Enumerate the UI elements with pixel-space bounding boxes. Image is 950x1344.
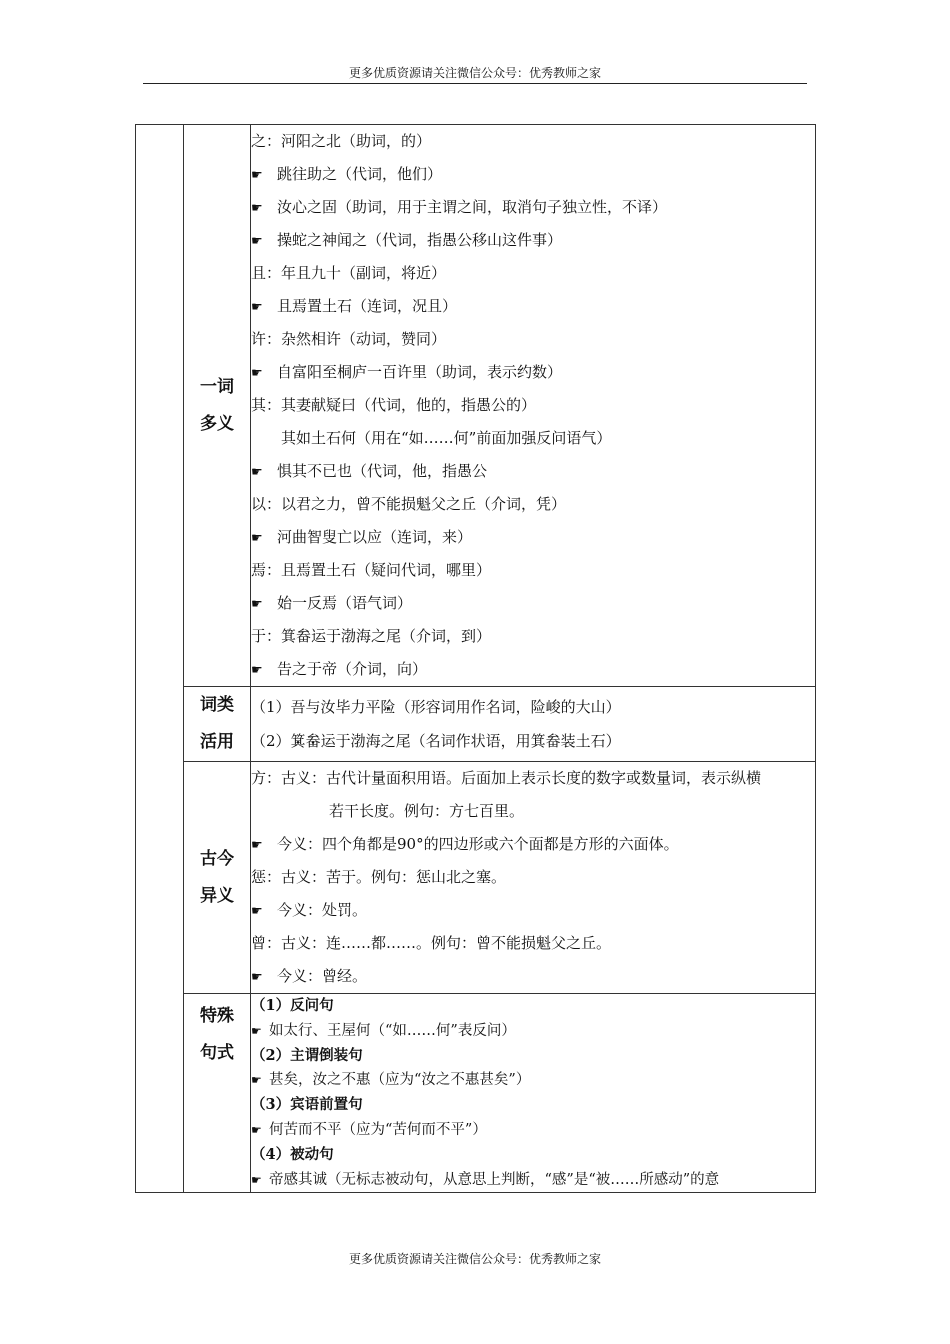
text-line: 告之于帝（介词，向）	[277, 660, 428, 678]
text-line	[251, 724, 815, 758]
text-line: 以：以君之力，曾不能损魁父之丘（介词，凭）	[251, 495, 567, 513]
text-line: （2）主谓倒装句	[251, 1046, 363, 1064]
label-teshu	[184, 994, 251, 1193]
text-line: （3）宾语前置句	[251, 1096, 363, 1114]
text-segment: （2）	[251, 732, 291, 750]
list-item	[251, 828, 815, 861]
text-line	[251, 690, 815, 724]
header-rule	[143, 83, 807, 84]
list-item	[251, 290, 815, 323]
list-item	[251, 894, 815, 927]
pointing-hand-icon: ☛	[251, 663, 263, 678]
label-line: 特殊	[200, 1006, 234, 1026]
text-line: （4）被动句	[251, 1145, 334, 1163]
pointing-hand-icon: ☛	[251, 1073, 262, 1088]
label-line: 异义	[200, 885, 234, 906]
pointing-hand-icon: ☛	[251, 1172, 262, 1187]
emphasized-char: 箕 •	[291, 732, 306, 750]
list-item	[251, 356, 815, 389]
label-line: 词类	[200, 695, 234, 715]
pointing-hand-icon: ☛	[251, 234, 263, 249]
text-line: 若干长度。例句：方七百里。	[329, 802, 525, 820]
emphasized-char: 险 •	[381, 698, 396, 716]
pointing-hand-icon: ☛	[251, 1122, 262, 1137]
text-line: 自富阳至桐庐一百许里（助词，表示约数）	[277, 363, 563, 381]
text-line: 今义：四个角都是90°的四边形或六个面都是方形的六面体。	[277, 835, 679, 853]
text-line: 汝心之固（助词，用于主谓之间，取消句子独立性，不译）	[277, 198, 668, 216]
label-line: 一词	[200, 376, 234, 397]
text-line: 且焉置土石（连词，况且）	[277, 297, 458, 315]
emphasized-char: 畚 •	[306, 732, 321, 750]
text-line: 许：杂然相许（动词，赞同）	[251, 330, 447, 348]
list-item	[251, 587, 815, 620]
pointing-hand-icon: ☛	[251, 1023, 262, 1038]
list-item	[251, 224, 815, 257]
text-line: 其如土石何（用在“如……何”前面加强反问语气）	[281, 429, 612, 447]
text-line: 焉：且焉置土石（疑问代词，哪里）	[251, 561, 492, 579]
text-line: 操蛇之神闻之（代词，指愚公移山这件事）	[277, 231, 563, 249]
text-line: 于：箕畚运于渤海之尾（介词，到）	[251, 627, 492, 645]
list-item	[251, 960, 815, 993]
text-line: 跳往助之（代词，他们）	[277, 165, 443, 183]
text-line: （1）反问句	[251, 997, 334, 1014]
text-line: 始一反焉（语气词）	[277, 594, 413, 612]
list-item	[251, 1118, 815, 1143]
text-line: 何苦而不平（应为“苦何而不平”）	[269, 1121, 487, 1138]
pointing-hand-icon: ☛	[251, 970, 263, 985]
pointing-hand-icon: ☛	[251, 838, 263, 853]
text-line: 之：河阳之北（助词，的）	[251, 132, 432, 150]
label-line: 多义	[200, 413, 234, 434]
content-gujin	[251, 762, 816, 994]
row-cilei	[136, 687, 816, 762]
text-line: 方：古义：古代计量面积用语。后面加上表示长度的数字或数量词，表示纵横	[251, 769, 762, 787]
pointing-hand-icon: ☛	[251, 366, 263, 381]
text-line: 惩：古义：苦于。例句：惩山北之塞。	[251, 868, 507, 886]
list-item	[251, 521, 815, 554]
content-cilei	[251, 687, 816, 762]
pointing-hand-icon: ☛	[251, 201, 263, 216]
list-item	[251, 1068, 815, 1093]
label-gujin	[184, 762, 251, 994]
label-yici	[184, 125, 251, 687]
content-yici	[251, 125, 816, 687]
list-item	[251, 191, 815, 224]
blank-left-cell	[136, 125, 184, 1193]
label-cilei	[184, 687, 251, 762]
text-line: 帝感其诚（无标志被动句，从意思上判断，“感”是“被……所感动”的意	[269, 1171, 720, 1188]
text-line: 河曲智叟亡以应（连词，来）	[277, 528, 473, 546]
row-teshu	[136, 994, 816, 1193]
pointing-hand-icon: ☛	[251, 904, 263, 919]
text-line: 甚矣，汝之不惠（应为“汝之不惠甚矣”）	[269, 1072, 531, 1089]
list-item	[251, 653, 815, 686]
page-footer: 更多优质资源请关注微信公众号：优秀教师之家	[348, 1252, 601, 1266]
row-gujin	[136, 762, 816, 994]
label-line: 活用	[200, 732, 234, 752]
list-item	[251, 1168, 815, 1193]
pointing-hand-icon: ☛	[251, 300, 263, 315]
label-line: 句式	[200, 1043, 234, 1063]
pointing-hand-icon: ☛	[251, 597, 263, 612]
content-teshu	[251, 994, 816, 1193]
grammar-table	[135, 124, 816, 1193]
pointing-hand-icon: ☛	[251, 531, 263, 546]
pointing-hand-icon: ☛	[251, 465, 263, 480]
list-item	[251, 455, 815, 488]
text-line: 其：其妻献疑曰（代词，他的，指愚公的）	[251, 396, 537, 414]
row-yici	[136, 125, 816, 687]
list-item	[251, 158, 815, 191]
list-item	[251, 1019, 815, 1044]
text-line: 曾：古义：连……都……。例句：曾不能损魁父之丘。	[251, 934, 612, 952]
text-line: 惧其不已也（代词，他，指愚公	[277, 462, 488, 480]
text-line: 今义：曾经。	[277, 967, 368, 985]
text-line: 今义：处罚。	[277, 901, 368, 919]
page-header: 更多优质资源请关注微信公众号：优秀教师之家	[348, 66, 601, 80]
text-segment: 运于渤海之尾（名词作状语，用箕畚装土石）	[320, 732, 621, 750]
pointing-hand-icon: ☛	[251, 168, 263, 183]
label-line: 古今	[200, 848, 234, 869]
text-segment: （1）吾与汝毕力平	[251, 698, 381, 716]
text-segment: （形容词用作名词，险峻的大山）	[395, 698, 621, 716]
text-line: 且：年且九十（副词，将近）	[251, 264, 447, 282]
text-line: 如太行、王屋何（“如……何”表反问）	[269, 1022, 516, 1039]
